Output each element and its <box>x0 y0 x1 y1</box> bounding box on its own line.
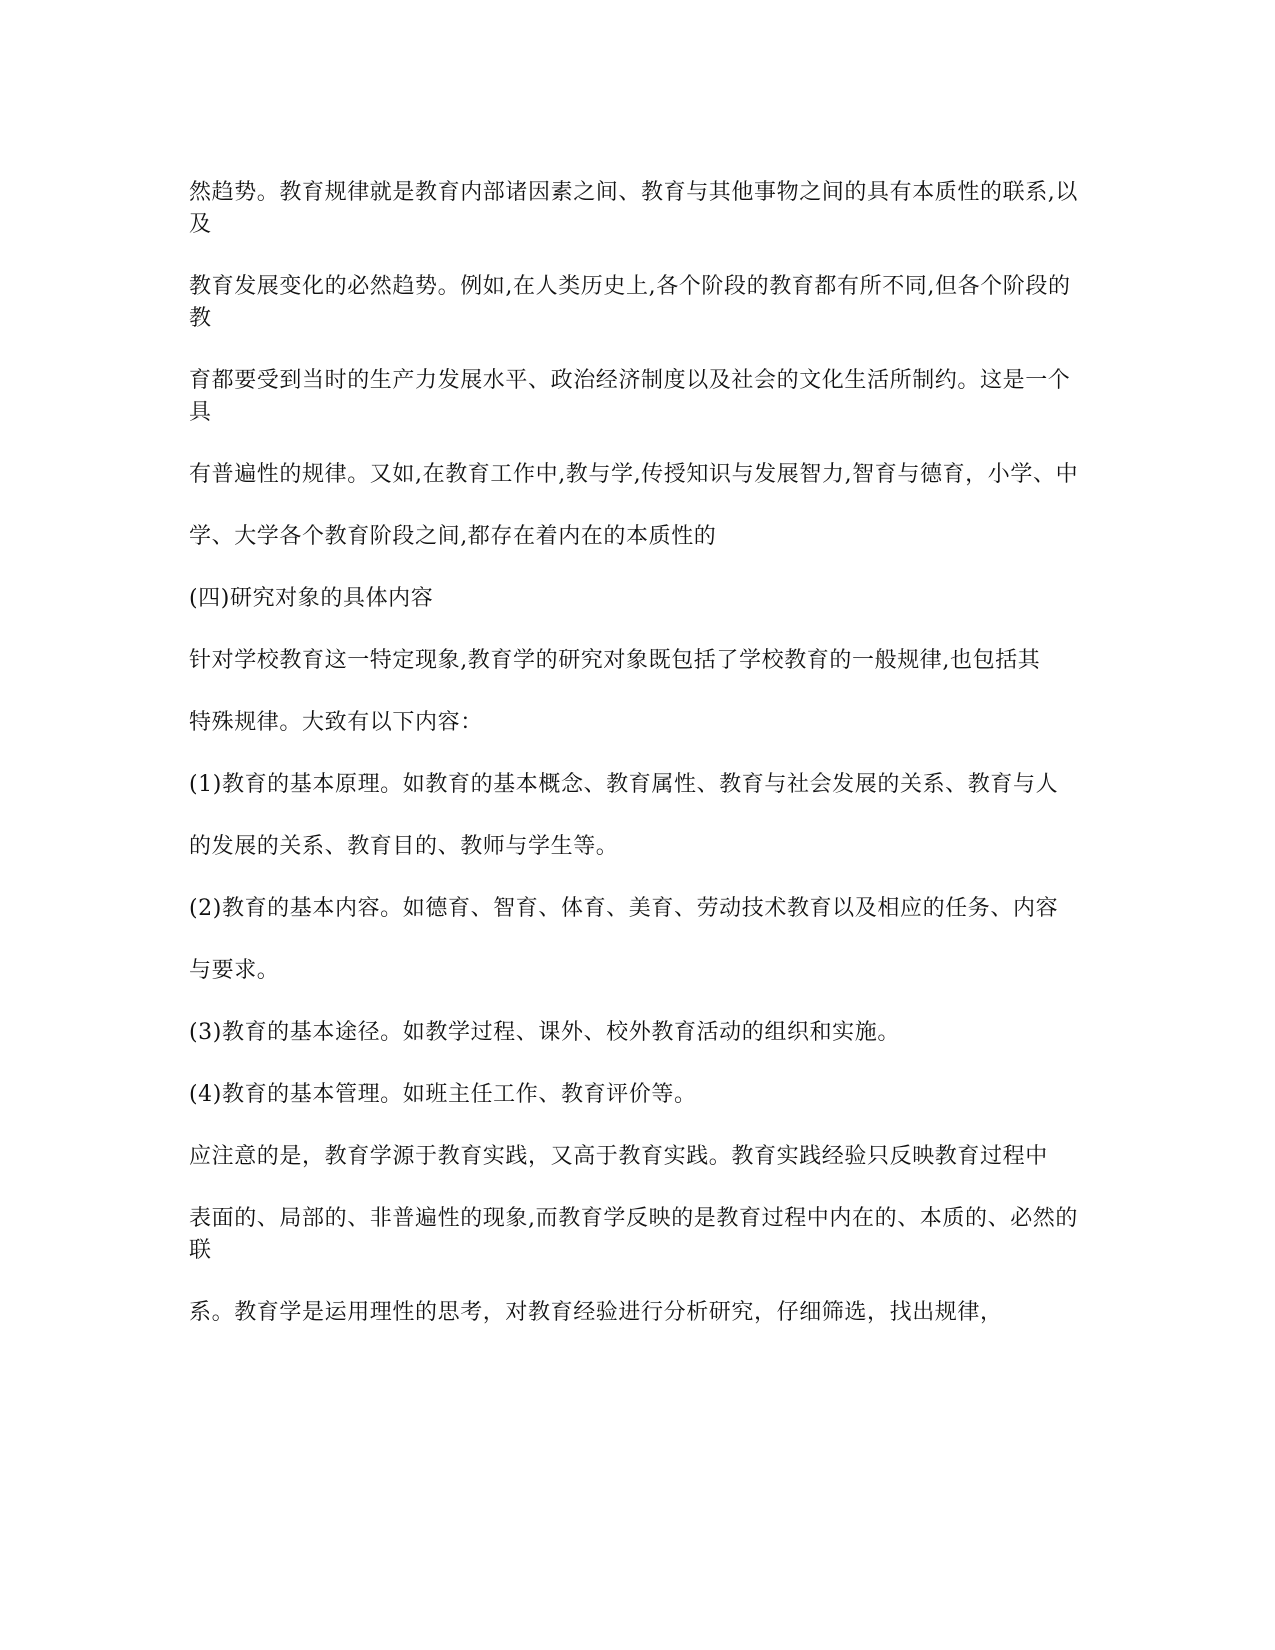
paragraph: 应注意的是，教育学源于教育实践，又高于教育实践。教育实践经验只反映教育过程中 <box>189 1144 1048 1169</box>
paragraph: 育都要受到当时的生产力发展水平、政治经济制度以及社会的文化生活所制约。这是一个具 <box>189 368 1071 425</box>
paragraph: 学、大学各个教育阶段之间,都存在着内在的本质性的 <box>189 524 717 549</box>
list-item: (3)教育的基本途径。如教学过程、课外、校外教育活动的组织和实施。 <box>189 1020 900 1045</box>
paragraph: 的发展的关系、教育目的、教师与学生等。 <box>189 834 619 859</box>
paragraph: 针对学校教育这一特定现象,教育学的研究对象既包括了学校教育的一般规律,也包括其 <box>189 648 1041 673</box>
section-heading: (四)研究对象的具体内容 <box>189 586 434 611</box>
paragraph: 特殊规律。大致有以下内容： <box>189 710 483 735</box>
paragraph: 然趋势。教育规律就是教育内部诸因素之间、教育与其他事物之间的具有本质性的联系,以及 <box>189 180 1078 237</box>
paragraph: 有普遍性的规律。又如,在教育工作中,教与学,传授知识与发展智力,智育与德育，小学、中 <box>189 462 1079 487</box>
list-item: (4)教育的基本管理。如班主任工作、教育评价等。 <box>189 1082 697 1107</box>
list-item: (2)教育的基本内容。如德育、智育、体育、美育、劳动技术教育以及相应的任务、内容 <box>189 896 1059 921</box>
paragraph: 表面的、局部的、非普遍性的现象,而教育学反映的是教育过程中内在的、本质的、必然的联 <box>189 1206 1078 1263</box>
list-item: (1)教育的基本原理。如教育的基本概念、教育属性、教育与社会发展的关系、教育与人 <box>189 772 1059 797</box>
paragraph: 教育发展变化的必然趋势。例如,在人类历史上,各个阶段的教育都有所不同,但各个阶段的教 <box>189 274 1071 331</box>
paragraph: 系。教育学是运用理性的思考，对教育经验进行分析研究，仔细筛选，找出规律， <box>189 1300 1003 1325</box>
document-body <box>189 177 1089 1359</box>
paragraph: 与要求。 <box>189 958 280 983</box>
